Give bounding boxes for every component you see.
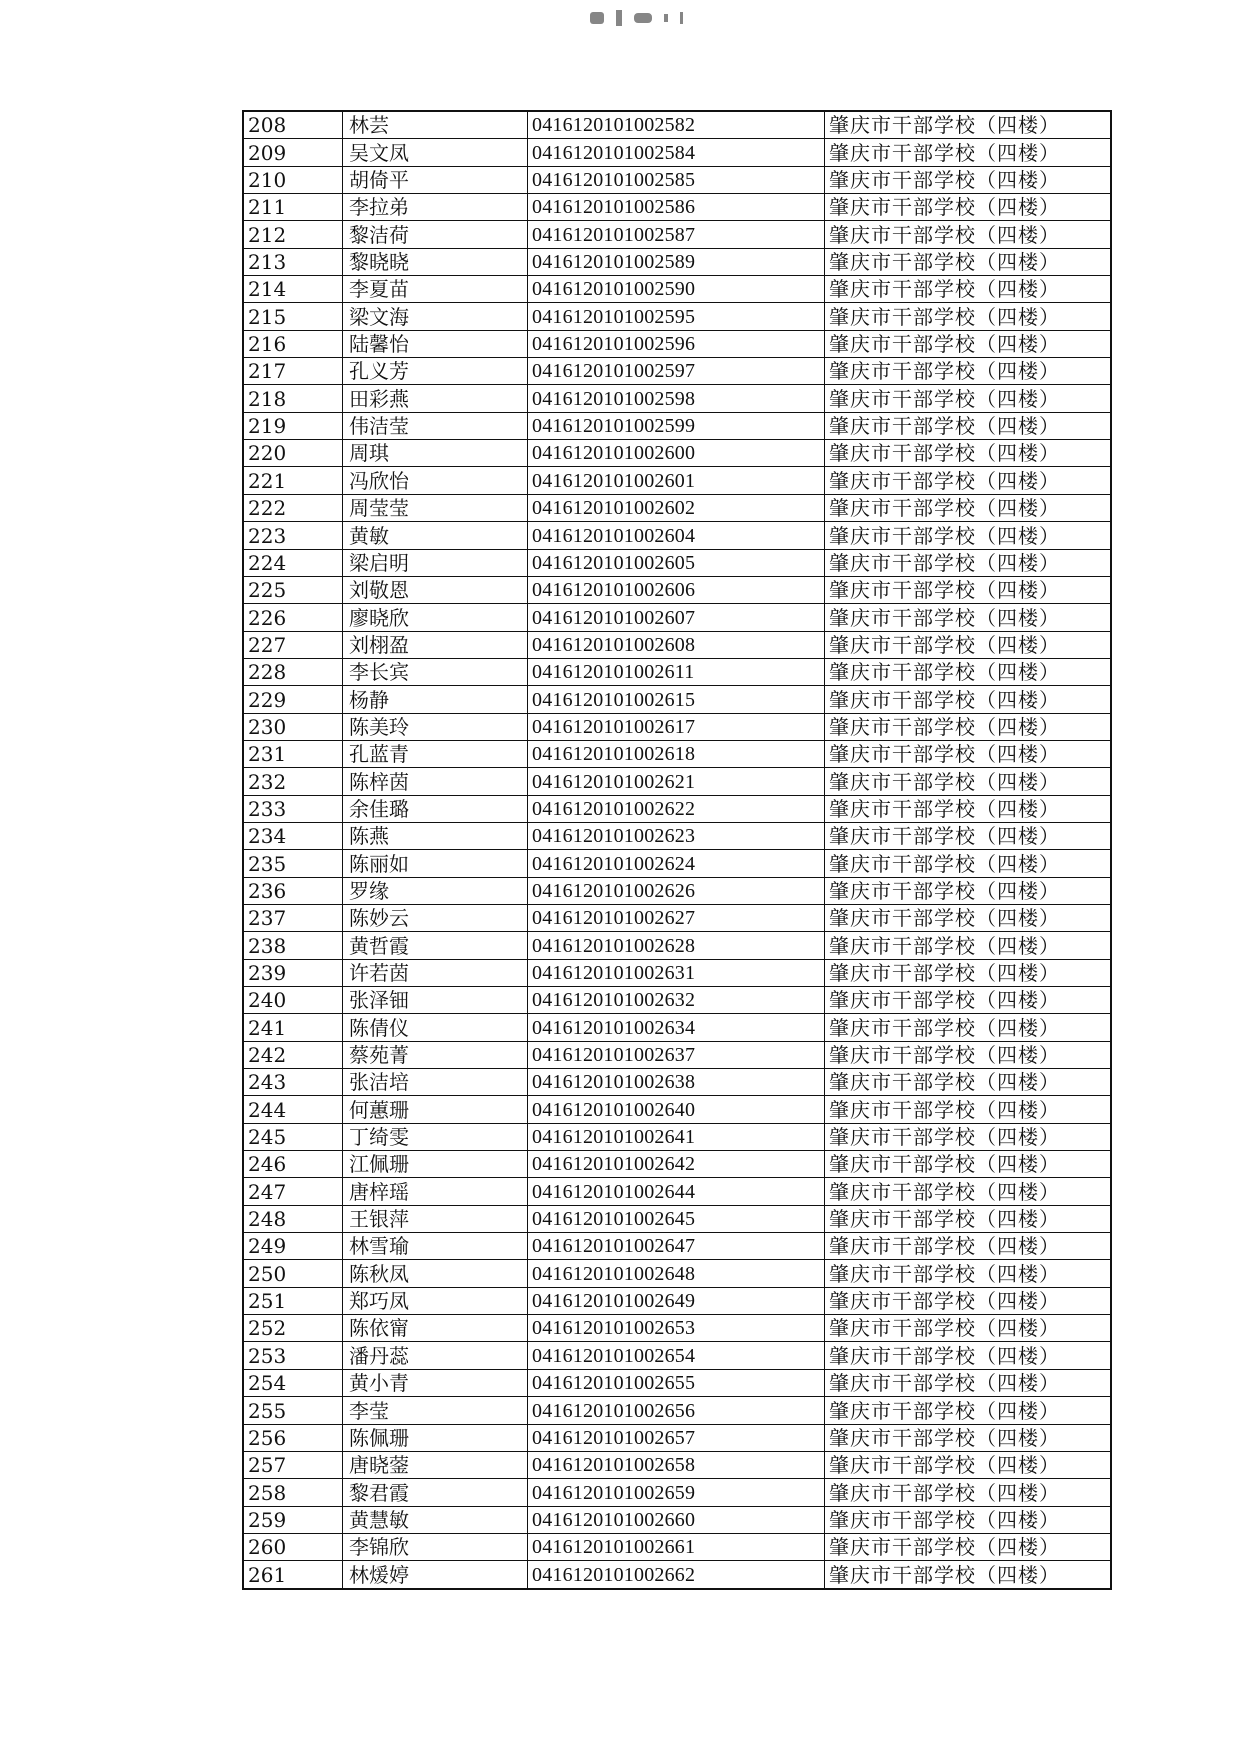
table-row (243, 959, 1111, 986)
table-row (243, 1233, 1111, 1260)
candidate-name-cell: 张泽钿 (343, 987, 528, 1014)
candidate-name-cell: 罗缘 (343, 877, 528, 904)
seq-number-cell: 241 (243, 1014, 343, 1041)
table-row (243, 740, 1111, 767)
admission-id-cell: 0416120101002645 (528, 1205, 825, 1232)
admission-id-cell: 0416120101002647 (528, 1233, 825, 1260)
seq-number-cell: 217 (243, 358, 343, 385)
seq-number-cell: 211 (243, 194, 343, 221)
candidate-name-cell: 黄敏 (343, 522, 528, 549)
candidate-name-cell: 林芸 (343, 111, 528, 139)
candidate-name-cell: 黄小青 (343, 1369, 528, 1396)
admission-id-cell: 0416120101002617 (528, 713, 825, 740)
exam-venue-cell: 肇庆市干部学校（四楼） (825, 1123, 1112, 1150)
candidate-roster-table (242, 110, 1112, 1590)
candidate-name-cell: 陈梓茵 (343, 768, 528, 795)
candidate-name-cell: 陈秋凤 (343, 1260, 528, 1287)
seq-number-cell: 246 (243, 1151, 343, 1178)
exam-venue-cell: 肇庆市干部学校（四楼） (825, 1315, 1112, 1342)
candidate-name-cell: 伟洁莹 (343, 412, 528, 439)
table-row (243, 358, 1111, 385)
candidate-name-cell: 黄慧敏 (343, 1506, 528, 1533)
exam-venue-cell: 肇庆市干部学校（四楼） (825, 987, 1112, 1014)
candidate-name-cell: 林煖婷 (343, 1561, 528, 1589)
exam-venue-cell: 肇庆市干部学校（四楼） (825, 494, 1112, 521)
admission-id-cell: 0416120101002607 (528, 604, 825, 631)
seq-number-cell: 215 (243, 303, 343, 330)
seq-number-cell: 239 (243, 959, 343, 986)
table-row (243, 1533, 1111, 1560)
exam-venue-cell: 肇庆市干部学校（四楼） (825, 877, 1112, 904)
table-row (243, 549, 1111, 576)
admission-id-cell: 0416120101002598 (528, 385, 825, 412)
table-row (243, 330, 1111, 357)
table-row (243, 194, 1111, 221)
candidate-name-cell: 陈燕 (343, 822, 528, 849)
candidate-name-cell: 刘栩盈 (343, 631, 528, 658)
seq-number-cell: 249 (243, 1233, 343, 1260)
seq-number-cell: 255 (243, 1397, 343, 1424)
admission-id-cell: 0416120101002618 (528, 740, 825, 767)
seq-number-cell: 220 (243, 440, 343, 467)
exam-venue-cell: 肇庆市干部学校（四楼） (825, 1561, 1112, 1589)
candidate-name-cell: 林雪瑜 (343, 1233, 528, 1260)
exam-venue-cell: 肇庆市干部学校（四楼） (825, 1397, 1112, 1424)
seq-number-cell: 252 (243, 1315, 343, 1342)
exam-venue-cell: 肇庆市干部学校（四楼） (825, 713, 1112, 740)
table-row (243, 1069, 1111, 1096)
table-row (243, 1014, 1111, 1041)
table-row (243, 303, 1111, 330)
candidate-name-cell: 周莹莹 (343, 494, 528, 521)
table-row (243, 1096, 1111, 1123)
candidate-name-cell: 周琪 (343, 440, 528, 467)
exam-venue-cell: 肇庆市干部学校（四楼） (825, 686, 1112, 713)
table-row (243, 248, 1111, 275)
admission-id-cell: 0416120101002631 (528, 959, 825, 986)
table-row (243, 713, 1111, 740)
candidate-name-cell: 胡倚平 (343, 166, 528, 193)
seq-number-cell: 226 (243, 604, 343, 631)
seq-number-cell: 248 (243, 1205, 343, 1232)
admission-id-cell: 0416120101002661 (528, 1533, 825, 1560)
candidate-name-cell: 陈佩珊 (343, 1424, 528, 1451)
candidate-name-cell: 王银萍 (343, 1205, 528, 1232)
seq-number-cell: 243 (243, 1069, 343, 1096)
admission-id-cell: 0416120101002640 (528, 1096, 825, 1123)
exam-venue-cell: 肇庆市干部学校（四楼） (825, 1287, 1112, 1314)
admission-id-cell: 0416120101002628 (528, 932, 825, 959)
exam-venue-cell: 肇庆市干部学校（四楼） (825, 1014, 1112, 1041)
exam-venue-cell: 肇庆市干部学校（四楼） (825, 959, 1112, 986)
candidate-name-cell: 廖晓欣 (343, 604, 528, 631)
exam-venue-cell: 肇庆市干部学校（四楼） (825, 1069, 1112, 1096)
seq-number-cell: 260 (243, 1533, 343, 1560)
table-row (243, 877, 1111, 904)
seq-number-cell: 256 (243, 1424, 343, 1451)
table-row (243, 1479, 1111, 1506)
exam-venue-cell: 肇庆市干部学校（四楼） (825, 850, 1112, 877)
admission-id-cell: 0416120101002641 (528, 1123, 825, 1150)
candidate-name-cell: 杨静 (343, 686, 528, 713)
candidate-name-cell: 许若茵 (343, 959, 528, 986)
candidate-name-cell: 黎洁荷 (343, 221, 528, 248)
admission-id-cell: 0416120101002624 (528, 850, 825, 877)
candidate-name-cell: 丁绮雯 (343, 1123, 528, 1150)
candidate-name-cell: 余佳璐 (343, 795, 528, 822)
table-row (243, 1424, 1111, 1451)
admission-id-cell: 0416120101002622 (528, 795, 825, 822)
exam-venue-cell: 肇庆市干部学校（四楼） (825, 1369, 1112, 1396)
table-row (243, 1151, 1111, 1178)
seq-number-cell: 240 (243, 987, 343, 1014)
admission-id-cell: 0416120101002589 (528, 248, 825, 275)
table-row (243, 1123, 1111, 1150)
seq-number-cell: 237 (243, 904, 343, 931)
seq-number-cell: 212 (243, 221, 343, 248)
admission-id-cell: 0416120101002623 (528, 822, 825, 849)
candidate-name-cell: 陈依甯 (343, 1315, 528, 1342)
seq-number-cell: 222 (243, 494, 343, 521)
seq-number-cell: 238 (243, 932, 343, 959)
candidate-name-cell: 潘丹蕊 (343, 1342, 528, 1369)
exam-venue-cell: 肇庆市干部学校（四楼） (825, 412, 1112, 439)
table-row (243, 522, 1111, 549)
seq-number-cell: 221 (243, 467, 343, 494)
exam-venue-cell: 肇庆市干部学校（四楼） (825, 1178, 1112, 1205)
admission-id-cell: 0416120101002605 (528, 549, 825, 576)
table-row (243, 904, 1111, 931)
admission-id-cell: 0416120101002637 (528, 1041, 825, 1068)
seq-number-cell: 219 (243, 412, 343, 439)
exam-venue-cell: 肇庆市干部学校（四楼） (825, 166, 1112, 193)
table-row (243, 987, 1111, 1014)
candidate-name-cell: 陆馨怡 (343, 330, 528, 357)
admission-id-cell: 0416120101002634 (528, 1014, 825, 1041)
exam-venue-cell: 肇庆市干部学校（四楼） (825, 576, 1112, 603)
admission-id-cell: 0416120101002660 (528, 1506, 825, 1533)
admission-id-cell: 0416120101002606 (528, 576, 825, 603)
candidate-name-cell: 刘敬恩 (343, 576, 528, 603)
candidate-name-cell: 吴文凤 (343, 139, 528, 166)
seq-number-cell: 214 (243, 276, 343, 303)
seq-number-cell: 225 (243, 576, 343, 603)
seq-number-cell: 251 (243, 1287, 343, 1314)
seq-number-cell: 244 (243, 1096, 343, 1123)
table-row (243, 494, 1111, 521)
admission-id-cell: 0416120101002608 (528, 631, 825, 658)
candidate-name-cell: 黄哲霞 (343, 932, 528, 959)
candidate-name-cell: 黎晓晓 (343, 248, 528, 275)
exam-venue-cell: 肇庆市干部学校（四楼） (825, 932, 1112, 959)
admission-id-cell: 0416120101002644 (528, 1178, 825, 1205)
admission-id-cell: 0416120101002648 (528, 1260, 825, 1287)
seq-number-cell: 213 (243, 248, 343, 275)
exam-venue-cell: 肇庆市干部学校（四楼） (825, 194, 1112, 221)
admission-id-cell: 0416120101002638 (528, 1069, 825, 1096)
table-row (243, 768, 1111, 795)
admission-id-cell: 0416120101002615 (528, 686, 825, 713)
candidate-name-cell: 孔蓝青 (343, 740, 528, 767)
table-row (243, 604, 1111, 631)
seq-number-cell: 258 (243, 1479, 343, 1506)
exam-venue-cell: 肇庆市干部学校（四楼） (825, 330, 1112, 357)
candidate-name-cell: 何蕙珊 (343, 1096, 528, 1123)
seq-number-cell: 223 (243, 522, 343, 549)
exam-venue-cell: 肇庆市干部学校（四楼） (825, 139, 1112, 166)
exam-venue-cell: 肇庆市干部学校（四楼） (825, 1096, 1112, 1123)
table-row (243, 1369, 1111, 1396)
admission-id-cell: 0416120101002602 (528, 494, 825, 521)
candidate-name-cell: 田彩燕 (343, 385, 528, 412)
candidate-name-cell: 梁文海 (343, 303, 528, 330)
exam-venue-cell: 肇庆市干部学校（四楼） (825, 740, 1112, 767)
exam-venue-cell: 肇庆市干部学校（四楼） (825, 248, 1112, 275)
seq-number-cell: 228 (243, 658, 343, 685)
exam-venue-cell: 肇庆市干部学校（四楼） (825, 604, 1112, 631)
exam-venue-cell: 肇庆市干部学校（四楼） (825, 795, 1112, 822)
seq-number-cell: 259 (243, 1506, 343, 1533)
table-row (243, 1315, 1111, 1342)
admission-id-cell: 0416120101002587 (528, 221, 825, 248)
exam-venue-cell: 肇庆市干部学校（四楼） (825, 303, 1112, 330)
table-row (243, 576, 1111, 603)
seq-number-cell: 247 (243, 1178, 343, 1205)
admission-id-cell: 0416120101002653 (528, 1315, 825, 1342)
table-row (243, 932, 1111, 959)
candidate-name-cell: 唐梓瑶 (343, 1178, 528, 1205)
table-row (243, 686, 1111, 713)
seq-number-cell: 253 (243, 1342, 343, 1369)
seq-number-cell: 209 (243, 139, 343, 166)
exam-venue-cell: 肇庆市干部学校（四楼） (825, 549, 1112, 576)
seq-number-cell: 216 (243, 330, 343, 357)
table-row (243, 1397, 1111, 1424)
admission-id-cell: 0416120101002626 (528, 877, 825, 904)
admission-id-cell: 0416120101002596 (528, 330, 825, 357)
exam-venue-cell: 肇庆市干部学校（四楼） (825, 1342, 1112, 1369)
table-row (243, 139, 1111, 166)
exam-venue-cell: 肇庆市干部学校（四楼） (825, 276, 1112, 303)
admission-id-cell: 0416120101002649 (528, 1287, 825, 1314)
admission-id-cell: 0416120101002584 (528, 139, 825, 166)
table-row (243, 1561, 1111, 1589)
seq-number-cell: 235 (243, 850, 343, 877)
candidate-name-cell: 唐晓蓥 (343, 1451, 528, 1478)
admission-id-cell: 0416120101002627 (528, 904, 825, 931)
scan-artifact-mark (590, 6, 683, 30)
admission-id-cell: 0416120101002654 (528, 1342, 825, 1369)
exam-venue-cell: 肇庆市干部学校（四楼） (825, 522, 1112, 549)
seq-number-cell: 208 (243, 111, 343, 139)
table-row (243, 221, 1111, 248)
candidate-name-cell: 孔义芳 (343, 358, 528, 385)
exam-venue-cell: 肇庆市干部学校（四楼） (825, 1205, 1112, 1232)
admission-id-cell: 0416120101002655 (528, 1369, 825, 1396)
admission-id-cell: 0416120101002611 (528, 658, 825, 685)
table-row (243, 1342, 1111, 1369)
seq-number-cell: 242 (243, 1041, 343, 1068)
seq-number-cell: 254 (243, 1369, 343, 1396)
exam-venue-cell: 肇庆市干部学校（四楼） (825, 467, 1112, 494)
roster-body (243, 111, 1111, 1589)
exam-venue-cell: 肇庆市干部学校（四楼） (825, 440, 1112, 467)
exam-venue-cell: 肇庆市干部学校（四楼） (825, 1041, 1112, 1068)
table-row (243, 631, 1111, 658)
candidate-name-cell: 郑巧凤 (343, 1287, 528, 1314)
exam-venue-cell: 肇庆市干部学校（四楼） (825, 904, 1112, 931)
admission-id-cell: 0416120101002632 (528, 987, 825, 1014)
exam-venue-cell: 肇庆市干部学校（四楼） (825, 358, 1112, 385)
exam-venue-cell: 肇庆市干部学校（四楼） (825, 1479, 1112, 1506)
exam-venue-cell: 肇庆市干部学校（四楼） (825, 1506, 1112, 1533)
seq-number-cell: 230 (243, 713, 343, 740)
seq-number-cell: 224 (243, 549, 343, 576)
admission-id-cell: 0416120101002599 (528, 412, 825, 439)
seq-number-cell: 218 (243, 385, 343, 412)
exam-venue-cell: 肇庆市干部学校（四楼） (825, 385, 1112, 412)
candidate-name-cell: 陈丽如 (343, 850, 528, 877)
table-row (243, 1287, 1111, 1314)
admission-id-cell: 0416120101002658 (528, 1451, 825, 1478)
table-row (243, 1260, 1111, 1287)
candidate-name-cell: 李莹 (343, 1397, 528, 1424)
candidate-name-cell: 李夏苗 (343, 276, 528, 303)
exam-venue-cell: 肇庆市干部学校（四楼） (825, 1151, 1112, 1178)
table-row (243, 795, 1111, 822)
seq-number-cell: 234 (243, 822, 343, 849)
candidate-name-cell: 陈妙云 (343, 904, 528, 931)
admission-id-cell: 0416120101002586 (528, 194, 825, 221)
admission-id-cell: 0416120101002601 (528, 467, 825, 494)
exam-venue-cell: 肇庆市干部学校（四楼） (825, 1233, 1112, 1260)
table-row (243, 1178, 1111, 1205)
seq-number-cell: 257 (243, 1451, 343, 1478)
admission-id-cell: 0416120101002659 (528, 1479, 825, 1506)
exam-venue-cell: 肇庆市干部学校（四楼） (825, 221, 1112, 248)
table-row (243, 276, 1111, 303)
candidate-name-cell: 张洁培 (343, 1069, 528, 1096)
table-row (243, 1506, 1111, 1533)
exam-venue-cell: 肇庆市干部学校（四楼） (825, 658, 1112, 685)
candidate-name-cell: 陈美玲 (343, 713, 528, 740)
admission-id-cell: 0416120101002585 (528, 166, 825, 193)
seq-number-cell: 261 (243, 1561, 343, 1589)
candidate-name-cell: 陈倩仪 (343, 1014, 528, 1041)
seq-number-cell: 229 (243, 686, 343, 713)
candidate-name-cell: 冯欣怡 (343, 467, 528, 494)
candidate-name-cell: 李锦欣 (343, 1533, 528, 1560)
seq-number-cell: 236 (243, 877, 343, 904)
admission-id-cell: 0416120101002662 (528, 1561, 825, 1589)
candidate-name-cell: 李拉弟 (343, 194, 528, 221)
candidate-name-cell: 黎君霞 (343, 1479, 528, 1506)
table-row (243, 111, 1111, 139)
exam-venue-cell: 肇庆市干部学校（四楼） (825, 1424, 1112, 1451)
candidate-name-cell: 梁启明 (343, 549, 528, 576)
table-row (243, 1041, 1111, 1068)
admission-id-cell: 0416120101002595 (528, 303, 825, 330)
seq-number-cell: 245 (243, 1123, 343, 1150)
table-row (243, 850, 1111, 877)
table-row (243, 822, 1111, 849)
admission-id-cell: 0416120101002582 (528, 111, 825, 139)
exam-venue-cell: 肇庆市干部学校（四楼） (825, 1260, 1112, 1287)
candidate-name-cell: 蔡苑菁 (343, 1041, 528, 1068)
table-row (243, 166, 1111, 193)
table-row (243, 1451, 1111, 1478)
exam-venue-cell: 肇庆市干部学校（四楼） (825, 111, 1112, 139)
exam-venue-cell: 肇庆市干部学校（四楼） (825, 1451, 1112, 1478)
candidate-name-cell: 李长宾 (343, 658, 528, 685)
exam-venue-cell: 肇庆市干部学校（四楼） (825, 1533, 1112, 1560)
seq-number-cell: 227 (243, 631, 343, 658)
admission-id-cell: 0416120101002597 (528, 358, 825, 385)
candidate-name-cell: 江佩珊 (343, 1151, 528, 1178)
table-row (243, 1205, 1111, 1232)
seq-number-cell: 250 (243, 1260, 343, 1287)
admission-id-cell: 0416120101002600 (528, 440, 825, 467)
exam-venue-cell: 肇庆市干部学校（四楼） (825, 768, 1112, 795)
admission-id-cell: 0416120101002657 (528, 1424, 825, 1451)
table-row (243, 412, 1111, 439)
table-row (243, 658, 1111, 685)
admission-id-cell: 0416120101002604 (528, 522, 825, 549)
table-row (243, 440, 1111, 467)
exam-venue-cell: 肇庆市干部学校（四楼） (825, 631, 1112, 658)
admission-id-cell: 0416120101002656 (528, 1397, 825, 1424)
exam-venue-cell: 肇庆市干部学校（四楼） (825, 822, 1112, 849)
table-row (243, 385, 1111, 412)
seq-number-cell: 231 (243, 740, 343, 767)
admission-id-cell: 0416120101002590 (528, 276, 825, 303)
seq-number-cell: 232 (243, 768, 343, 795)
admission-id-cell: 0416120101002621 (528, 768, 825, 795)
seq-number-cell: 233 (243, 795, 343, 822)
table-row (243, 467, 1111, 494)
admission-id-cell: 0416120101002642 (528, 1151, 825, 1178)
seq-number-cell: 210 (243, 166, 343, 193)
